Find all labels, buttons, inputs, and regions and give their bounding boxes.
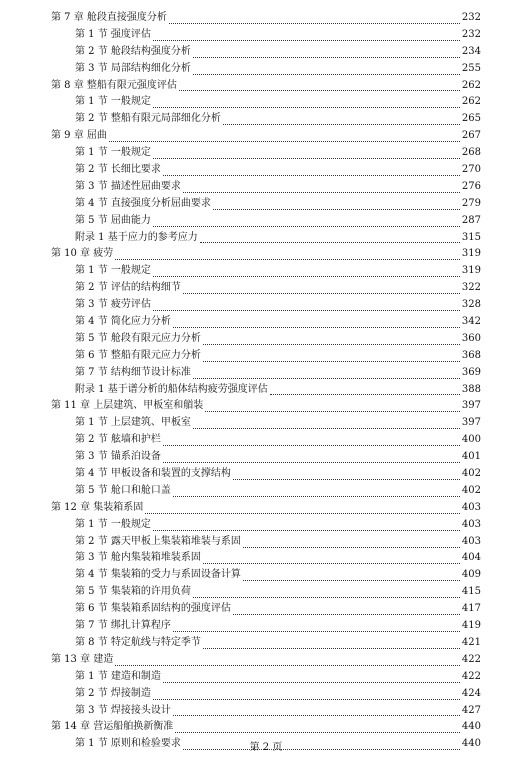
toc-section-entry [51, 466, 481, 483]
toc-entry-title: 第 4 节 集装箱的受力与系固设备计算 [75, 569, 241, 581]
toc-section-entry [51, 297, 481, 314]
toc-entry-page-number: 400 [461, 434, 481, 446]
toc-entry-page-number: 279 [461, 197, 481, 209]
dot-leader [163, 682, 460, 683]
toc-section-entry [51, 584, 481, 601]
toc-section-entry [51, 432, 481, 449]
toc-section-entry [51, 365, 481, 382]
toc-entry-title: 第 3 节 锚系泊设备 [75, 451, 161, 463]
toc-entry-page-number: 402 [461, 468, 481, 480]
toc-entry-page-number: 409 [461, 569, 481, 581]
toc-section-entry [51, 703, 481, 720]
toc-entry-title: 第 2 节 评估的结构细节 [75, 282, 181, 294]
toc-section-entry [51, 196, 481, 213]
toc-entry-title: 第 1 节 一般规定 [75, 265, 151, 277]
toc-section-entry [51, 567, 481, 584]
toc-section-entry [51, 669, 481, 686]
toc-entry-title: 第 3 节 焊接接头设计 [75, 704, 171, 716]
dot-leader [153, 226, 460, 227]
toc-entry-page-number: 417 [461, 603, 481, 615]
toc-section-entry [51, 517, 481, 534]
toc-entry-title: 第 7 节 结构细节设计标准 [75, 366, 191, 378]
toc-entry-title: 第 13 章 建造 [51, 653, 114, 665]
dot-leader [205, 411, 460, 412]
toc-section-entry [51, 61, 481, 78]
dot-leader [163, 462, 460, 463]
toc-section-entry [51, 27, 481, 44]
toc-entry-page-number: 419 [461, 620, 481, 632]
toc-section-entry [51, 415, 481, 432]
toc-entry-title: 第 6 节 集装箱系固结构的强度评估 [75, 603, 231, 615]
toc-entry-title: 第 3 节 描述性屈曲要求 [75, 180, 181, 192]
toc-entry-page-number: 262 [461, 79, 481, 91]
toc-entry-page-number: 232 [461, 11, 481, 23]
toc-entry-title: 第 3 节 舱内集装箱堆装系固 [75, 552, 201, 564]
toc-chapter-entry [51, 128, 481, 145]
dot-leader [109, 141, 460, 142]
toc-entry-title: 第 5 节 屈曲能力 [75, 214, 151, 226]
dot-leader [233, 479, 460, 480]
toc-chapter-entry [51, 78, 481, 95]
toc-entry-page-number: 315 [461, 231, 481, 243]
toc-entry-page-number: 232 [461, 28, 481, 40]
toc-entry-page-number: 328 [461, 299, 481, 311]
toc-entry-title: 第 2 节 舱段结构强度分析 [75, 45, 191, 57]
dot-leader [145, 513, 460, 514]
toc-section-entry [51, 618, 481, 635]
dot-leader [179, 90, 460, 91]
toc-entry-page-number: 422 [461, 653, 481, 665]
toc-entry-title: 第 3 节 局部结构细化分析 [75, 62, 191, 74]
toc-chapter-entry [51, 398, 481, 415]
toc-entry-page-number: 421 [461, 636, 481, 648]
toc-section-entry [51, 111, 481, 128]
dot-leader [213, 209, 460, 210]
toc-entry-page-number: 368 [461, 349, 481, 361]
toc-entry-page-number: 440 [461, 721, 481, 733]
toc-chapter-entry [51, 500, 481, 517]
toc-entry-page-number: 404 [461, 552, 481, 564]
toc-entry-title: 第 11 章 上层建筑、甲板室和艏装 [51, 400, 204, 412]
toc-entry-title: 第 1 节 建造和制造 [75, 670, 161, 682]
dot-leader [203, 563, 460, 564]
toc-section-entry [51, 635, 481, 652]
dot-leader [270, 394, 460, 395]
toc-entry-title: 第 2 节 焊接制造 [75, 687, 151, 699]
toc-entry-page-number: 267 [461, 130, 481, 142]
toc-entry-page-number: 440 [461, 738, 481, 750]
dot-leader [183, 192, 460, 193]
toc-entry-page-number: 255 [461, 62, 481, 74]
dot-leader [115, 665, 460, 666]
toc-entry-page-number: 388 [461, 383, 481, 395]
toc-entry-title: 第 14 章 营运船舶换新衡准 [51, 721, 174, 733]
dot-leader [223, 124, 460, 125]
toc-entry-page-number: 403 [461, 518, 481, 530]
toc-entry-title: 附录 1 基于应力的参考应力 [75, 231, 198, 243]
dot-leader [203, 361, 460, 362]
toc-entry-page-number: 268 [461, 147, 481, 159]
toc-section-entry [51, 314, 481, 331]
dot-leader [173, 715, 460, 716]
dot-leader [183, 293, 460, 294]
dot-leader [193, 57, 460, 58]
toc-entry-page-number: 319 [461, 248, 481, 260]
toc-entry-title: 第 2 节 长细比要求 [75, 164, 161, 175]
toc-entry-title: 第 1 节 一般规定 [75, 96, 151, 108]
toc-entry-page-number: 427 [461, 704, 481, 716]
toc-section-entry [51, 483, 481, 500]
toc-chapter-entry [51, 246, 481, 263]
dot-leader [193, 428, 460, 429]
dot-leader [203, 648, 460, 649]
toc-entry-page-number: 397 [461, 417, 481, 429]
toc-entry-page-number: 270 [461, 164, 481, 175]
toc-entry-page-number: 369 [461, 366, 481, 378]
dot-leader [200, 242, 460, 243]
toc-entry-page-number: 360 [461, 332, 481, 344]
toc-entry-title: 第 1 节 一般规定 [75, 518, 151, 530]
dot-leader [153, 107, 460, 108]
toc-entry-title: 第 1 节 原则和检验要求 [75, 738, 181, 750]
toc-entry-title: 第 1 节 一般规定 [75, 147, 151, 159]
toc-entry-title: 第 4 节 甲板设备和装置的支撑结构 [75, 468, 231, 480]
toc-section-entry [51, 601, 481, 618]
toc-entry-page-number: 287 [461, 214, 481, 226]
toc-entry-page-number: 265 [461, 113, 481, 125]
toc-entry-page-number: 402 [461, 484, 481, 496]
toc-entry-title: 第 7 章 舱段直接强度分析 [51, 11, 167, 23]
dot-leader [169, 23, 460, 24]
toc-entry-title: 第 6 节 整船有限元应力分析 [75, 349, 201, 361]
dot-leader [153, 40, 460, 41]
toc-chapter-entry [51, 652, 481, 669]
toc-entry-title: 第 4 节 直接强度分析屈曲要求 [75, 197, 211, 209]
toc-entry-page-number: 403 [461, 501, 481, 513]
dot-leader [243, 547, 460, 548]
toc-section-entry [51, 331, 481, 348]
dot-leader [193, 597, 460, 598]
toc-chapter-entry [51, 719, 481, 736]
table-of-contents [51, 10, 481, 753]
toc-entry-page-number: 322 [461, 282, 481, 294]
toc-section-entry [51, 213, 481, 230]
toc-section-entry [51, 179, 481, 196]
dot-leader [193, 378, 460, 379]
toc-entry-title: 第 1 节 强度评估 [75, 28, 151, 40]
toc-entry-title: 第 7 节 绑扎计算程序 [75, 620, 171, 632]
toc-section-entry [51, 534, 481, 551]
toc-section-entry [51, 686, 481, 703]
toc-entry-title: 第 10 章 疲劳 [51, 248, 114, 260]
toc-section-entry [51, 449, 481, 466]
toc-entry-page-number: 424 [461, 687, 481, 699]
toc-entry-title: 第 2 节 整船有限元局部细化分析 [75, 113, 221, 125]
toc-section-entry [51, 145, 481, 162]
toc-entry-title: 第 4 节 简化应力分析 [75, 316, 171, 328]
toc-entry-title: 第 3 节 疲劳评估 [75, 299, 151, 311]
dot-leader [115, 259, 460, 260]
toc-entry-page-number: 422 [461, 670, 481, 682]
toc-entry-page-number: 397 [461, 400, 481, 412]
toc-entry-title: 第 8 章 整船有限元强度评估 [51, 79, 177, 91]
toc-entry-title: 第 1 节 上层建筑、甲板室 [75, 417, 191, 429]
dot-leader [153, 699, 460, 700]
toc-entry-page-number: 403 [461, 535, 481, 547]
toc-entry-title: 第 5 节 集装箱的许用负荷 [75, 586, 191, 598]
toc-entry-page-number: 276 [461, 180, 481, 192]
dot-leader [153, 310, 460, 311]
toc-entry-page-number: 415 [461, 586, 481, 598]
dot-leader [175, 732, 460, 733]
dot-leader [153, 276, 460, 277]
toc-entry-title: 第 5 节 舱段有限元应力分析 [75, 332, 201, 344]
toc-entry-page-number: 234 [461, 45, 481, 57]
dot-leader [153, 158, 460, 159]
toc-section-entry [51, 382, 481, 399]
toc-entry-title: 第 9 章 屈曲 [51, 130, 107, 142]
toc-section-entry [51, 94, 481, 111]
dot-leader [153, 530, 460, 531]
toc-entry-title: 第 5 节 舱口和舱口盖 [75, 484, 171, 496]
dot-leader [173, 631, 460, 632]
toc-entry-page-number: 319 [461, 265, 481, 277]
dot-leader [173, 327, 460, 328]
dot-leader [243, 580, 460, 581]
toc-section-entry [51, 162, 481, 179]
toc-entry-title: 附录 1 基于谱分析的船体结构疲劳强度评估 [75, 383, 268, 395]
toc-entry-page-number: 262 [461, 96, 481, 108]
toc-section-entry [51, 348, 481, 365]
toc-entry-title: 第 2 节 露天甲板上集装箱堆装与系固 [75, 535, 241, 547]
page-number-footer: 第 2 页 [249, 742, 283, 753]
toc-section-entry [51, 280, 481, 297]
toc-entry-page-number: 342 [461, 316, 481, 328]
toc-section-entry [51, 44, 481, 61]
toc-entry-title: 第 12 章 集装箱系固 [51, 501, 144, 513]
dot-leader [163, 175, 460, 176]
toc-section-entry [51, 230, 481, 247]
toc-section-entry [51, 551, 481, 568]
dot-leader [163, 445, 460, 446]
dot-leader [193, 74, 460, 75]
dot-leader [203, 344, 460, 345]
toc-section-entry [51, 263, 481, 280]
toc-entry-page-number: 401 [461, 451, 481, 463]
toc-entry-title: 第 8 节 特定航线与特定季节 [75, 636, 201, 648]
dot-leader [173, 496, 460, 497]
toc-chapter-entry [51, 10, 481, 27]
dot-leader [233, 614, 460, 615]
toc-entry-title: 第 2 节 舷墙和护栏 [75, 434, 161, 446]
